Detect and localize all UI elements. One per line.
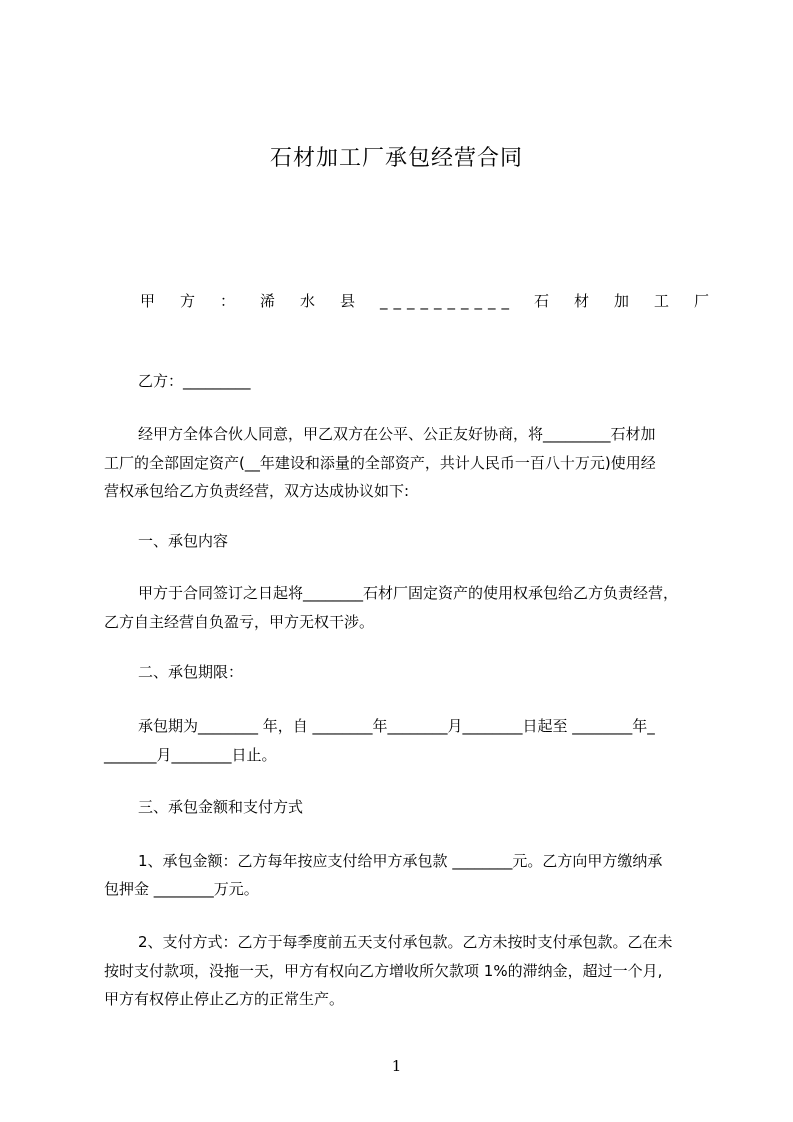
section-3-heading: 三、承包金额和支付方式 (138, 798, 304, 816)
section-3-item-2-line-2: 按时支付款项，没拖一天，甲方有权向乙方增收所欠款项 1%的滞纳金，超过一个月, (104, 962, 663, 980)
party-a-line: 甲方：浠水县__________石材加工厂 (140, 292, 715, 310)
section-2-line-2: _______月________日止。 (104, 746, 277, 764)
section-2-line-1: 承包期为________ 年，自 ________年________月________日起至 ________年_ (138, 717, 655, 735)
section-3-item-1-line-1: 1、承包金额：乙方每年按应支付给甲方承包款 ________元。乙方向甲方缴纳承 (138, 852, 663, 870)
section-2-heading: 二、承包期限： (138, 663, 244, 681)
section-1-heading: 一、承包内容 (138, 532, 229, 550)
party-b-line: 乙方：_________ (138, 372, 251, 390)
intro-paragraph-line-2: 工厂的全部固定资产(__年建设和添量的全部资产，共计人民币一百八十万元)使用经 (104, 454, 656, 472)
section-3-item-2-line-1: 2、支付方式：乙方于每季度前五天支付承包款。乙方未按时支付承包款。乙在未 (138, 933, 673, 951)
document-title: 石材加工厂承包经营合同 (269, 146, 523, 171)
section-3-item-2-line-3: 甲方有权停止停止乙方的正常生产。 (104, 990, 345, 1008)
intro-paragraph-line-3: 营权承包给乙方负责经营，双方达成协议如下: (104, 482, 410, 500)
section-3-item-1-line-2: 包押金 ________万元。 (104, 880, 259, 898)
section-1-line-2: 乙方自主经营自负盈亏，甲方无权干涉。 (104, 613, 375, 631)
page-number: 1 (391, 1057, 402, 1075)
intro-paragraph-line-1: 经甲方全体合伙人同意，甲乙双方在公平、公正友好协商，将_________石材加 (138, 425, 656, 443)
section-1-line-1: 甲方于合同签订之日起将________石材厂固定资产的使用权承包给乙方负责经营， (138, 584, 679, 602)
